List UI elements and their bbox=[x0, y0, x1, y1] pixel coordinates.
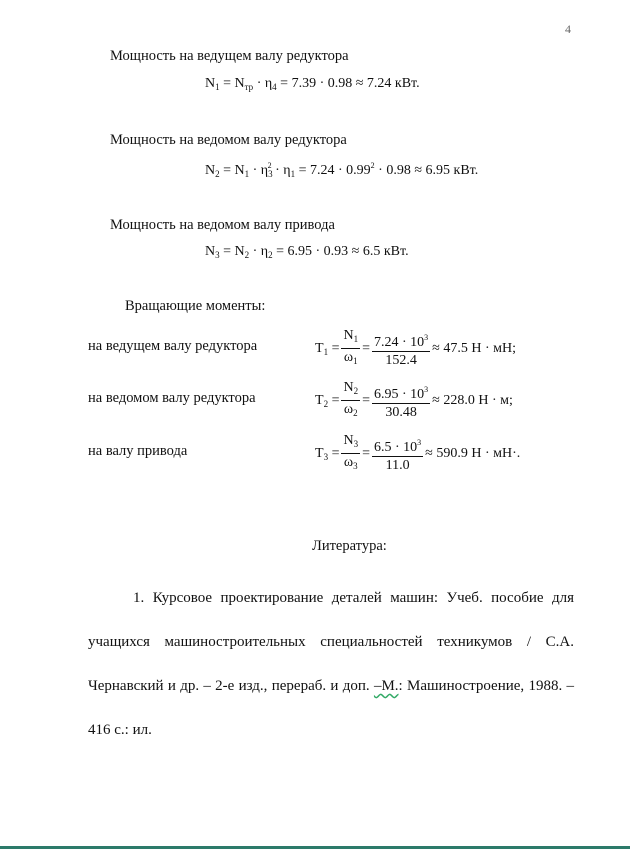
literature-heading: Литература: bbox=[312, 538, 387, 554]
torque-label-2: на ведомом валу редуктора bbox=[88, 390, 256, 406]
literature-line-2: учащихся машиностроительных специальностей техникумов / С.А. bbox=[88, 634, 574, 650]
bottom-border bbox=[0, 846, 630, 849]
section-heading-1: Мощность на ведущем валу редуктора bbox=[110, 48, 349, 64]
page-number: 4 bbox=[565, 22, 571, 36]
torque-label-3: на валу привода bbox=[88, 443, 188, 459]
torque-formula-3: $T_3$ = $\frac{N_3}{\omega_3}$ = $\frac{6.5 \cdot 10^3}{11.0}$ ≈ 590.9 Н · мН·. bbox=[315, 433, 521, 473]
formula-n2: $N_2 = N_1 \cdot \eta_3^2 \cdot \eta_1 = 7.24 \cdot 0.99^2 \cdot 0.98 \approx 6.95$ кВт. bbox=[205, 161, 479, 179]
literature-line-1: 1. Курсовое проектирование деталей машин: Учеб. пособие для bbox=[133, 590, 574, 606]
literature-line-4: 416 с.: ил. bbox=[88, 722, 152, 738]
formula-n1: $N_1 = N_{тр} \cdot \eta_4 = 7.39 \cdot 0.98 \approx 7.24$ кВт. bbox=[205, 76, 420, 92]
literature-line-3: Чернавский и др. – 2-е изд., перераб. и доп. –М.: Машиностроение, 1988. – bbox=[88, 678, 575, 694]
torque-label-1: на ведущем валу редуктора bbox=[88, 338, 258, 354]
section-heading-3: Мощность на ведомом валу привода bbox=[110, 217, 335, 233]
torques-heading: Вращающие моменты: bbox=[125, 298, 266, 314]
torque-formula-1: $T_1$ = $\frac{N_1}{\omega_1}$ = $\frac{7.24 \cdot 10^3}{152.4}$ ≈ 47.5 Н · мН; bbox=[315, 328, 516, 368]
section-heading-2: Мощность на ведомом валу редуктора bbox=[110, 132, 347, 148]
formula-n3: $N_3 = N_2 \cdot \eta_2 = 6.95 \cdot 0.93 \approx 6.5$ кВт. bbox=[205, 244, 409, 260]
torque-formula-2: $T_2$ = $\frac{N_2}{\omega_2}$ = $\frac{6.95 \cdot 10^3}{30.48}$ ≈ 228.0 Н · м; bbox=[315, 380, 513, 420]
